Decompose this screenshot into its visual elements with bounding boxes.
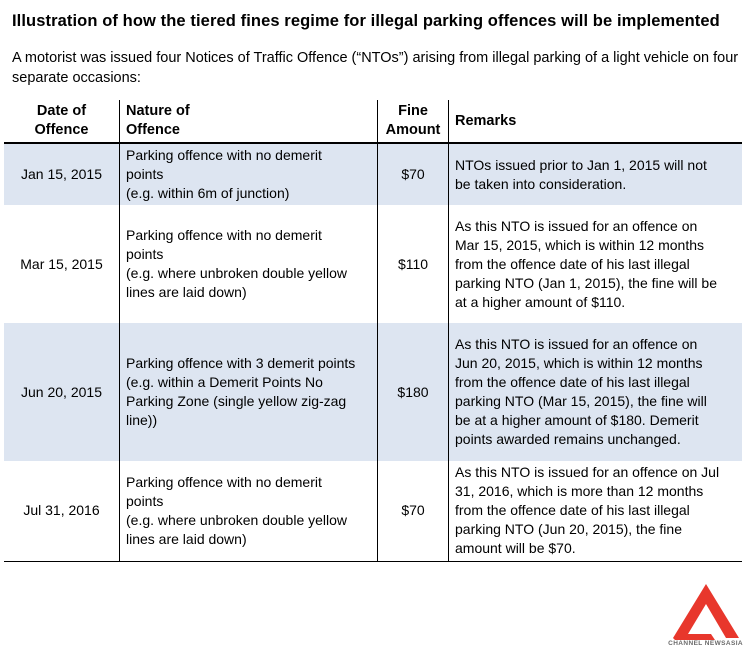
- cell-date: Jun 20, 2015: [4, 323, 120, 461]
- cell-nature-line: line)): [126, 412, 158, 428]
- cell-remarks-line: As this NTO is issued for an offence on Jul: [455, 464, 720, 481]
- header-remarks: Remarks: [449, 100, 743, 143]
- cell-remarks: [449, 461, 743, 561]
- table-header-row: [4, 100, 742, 143]
- cell-nature-line: (e.g. where unbroken double yellow: [126, 511, 348, 528]
- cell-nature-line: Parking offence with no demerit: [126, 227, 322, 243]
- cell-remarks-line: Mar 15, 2015, which is within 12 months: [455, 236, 705, 253]
- cell-nature: [120, 461, 378, 561]
- fines-table: [4, 100, 742, 562]
- header-fine: [378, 100, 449, 143]
- cell-nature-line: Parking offence with no demerit: [126, 473, 322, 490]
- cell-remarks-line: be taken into consideration.: [455, 175, 627, 192]
- cell-nature-line: Parking offence with 3 demerit points: [126, 355, 356, 371]
- table-row: [4, 461, 742, 561]
- cell-nature-line: (e.g. within 6m of junction): [126, 185, 290, 201]
- intro-text: A motorist was issued four Notices of Traffic Offence (“NTOs”) arising from illegal parking of a light vehicle on four separate occasions:: [12, 50, 739, 86]
- cell-nature: [120, 143, 378, 205]
- header-date: [4, 100, 120, 143]
- cell-remarks-line: at a higher amount of $110.: [455, 293, 626, 310]
- cell-remarks-line: from the offence date of his last illegal: [455, 502, 690, 519]
- cell-nature-line: Parking Zone (single yellow zig-zag: [126, 393, 347, 409]
- cell-nature-line: points: [126, 166, 164, 182]
- cell-remarks: [449, 323, 743, 461]
- header-nature: [120, 100, 378, 143]
- cell-nature-line: lines are laid down): [126, 530, 247, 547]
- header-fine-line: Fine: [398, 103, 428, 119]
- cell-remarks-line: As this NTO is issued for an offence on: [455, 336, 698, 352]
- cell-date: Mar 15, 2015: [20, 255, 103, 272]
- table-row: [4, 143, 742, 205]
- cell-date: Jan 15, 2015: [4, 143, 120, 205]
- cell-nature-line: Parking offence with no demerit: [126, 147, 322, 163]
- cell-remarks-line: As this NTO is issued for an offence on: [455, 217, 698, 234]
- header-fine-line: Amount: [385, 122, 441, 138]
- cell-nature-line: points: [126, 246, 164, 262]
- cell-fine: $70: [378, 143, 449, 205]
- cell-nature: [120, 323, 378, 461]
- cell-date: Jul 31, 2016: [4, 461, 120, 561]
- cell-remarks-line: parking NTO (Jun 20, 2015), the fine: [455, 521, 682, 538]
- header-date-line: Date of: [36, 103, 87, 119]
- cell-remarks-line: parking NTO (Jan 1, 2015), the fine will be: [455, 274, 717, 291]
- page-title: Illustration of how the tiered fines regime for illegal parking offences will be implemented: [12, 12, 720, 30]
- cell-remarks-line: points awarded remains unchanged.: [455, 431, 681, 447]
- header-nature-line: Offence: [126, 122, 180, 138]
- header-nature-line: Nature of: [126, 103, 190, 119]
- cell-remarks-line: 31, 2016, which is more than 12 months: [455, 483, 704, 500]
- cell-remarks: [449, 205, 743, 323]
- cell-nature: [120, 205, 378, 323]
- cell-remarks-line: from the offence date of his last illegal: [455, 255, 690, 272]
- logo-shape: [673, 584, 739, 640]
- channel-newsasia-logo: [671, 582, 741, 640]
- cell-remarks-line: from the offence date of his last illegal: [455, 374, 690, 390]
- cell-remarks-line: NTOs issued prior to Jan 1, 2015 will not: [455, 156, 707, 173]
- cell-remarks-line: amount will be $70.: [455, 540, 576, 557]
- cell-nature-line: (e.g. where unbroken double yellow: [126, 265, 348, 281]
- cell-remarks-line: Jun 20, 2015, which is within 12 months: [455, 355, 703, 371]
- cell-nature-line: points: [126, 492, 164, 509]
- cell-fine: $110: [378, 205, 449, 323]
- cell-nature-line: lines are laid down): [126, 284, 247, 300]
- table-row: [4, 205, 742, 323]
- cell-remarks: [449, 143, 743, 205]
- logo-text: CHANNEL NEWSASIA: [668, 640, 743, 647]
- cell-remarks-line: be at a higher amount of $180. Demerit: [455, 412, 699, 428]
- table-row: [4, 323, 742, 461]
- cell-remarks-line: parking NTO (Mar 15, 2015), the fine will: [455, 393, 707, 409]
- cell-fine: $70: [378, 461, 449, 561]
- cell-fine: $180: [378, 323, 449, 461]
- cell-nature-line: (e.g. within a Demerit Points No: [126, 374, 323, 390]
- header-date-line: Offence: [34, 122, 89, 138]
